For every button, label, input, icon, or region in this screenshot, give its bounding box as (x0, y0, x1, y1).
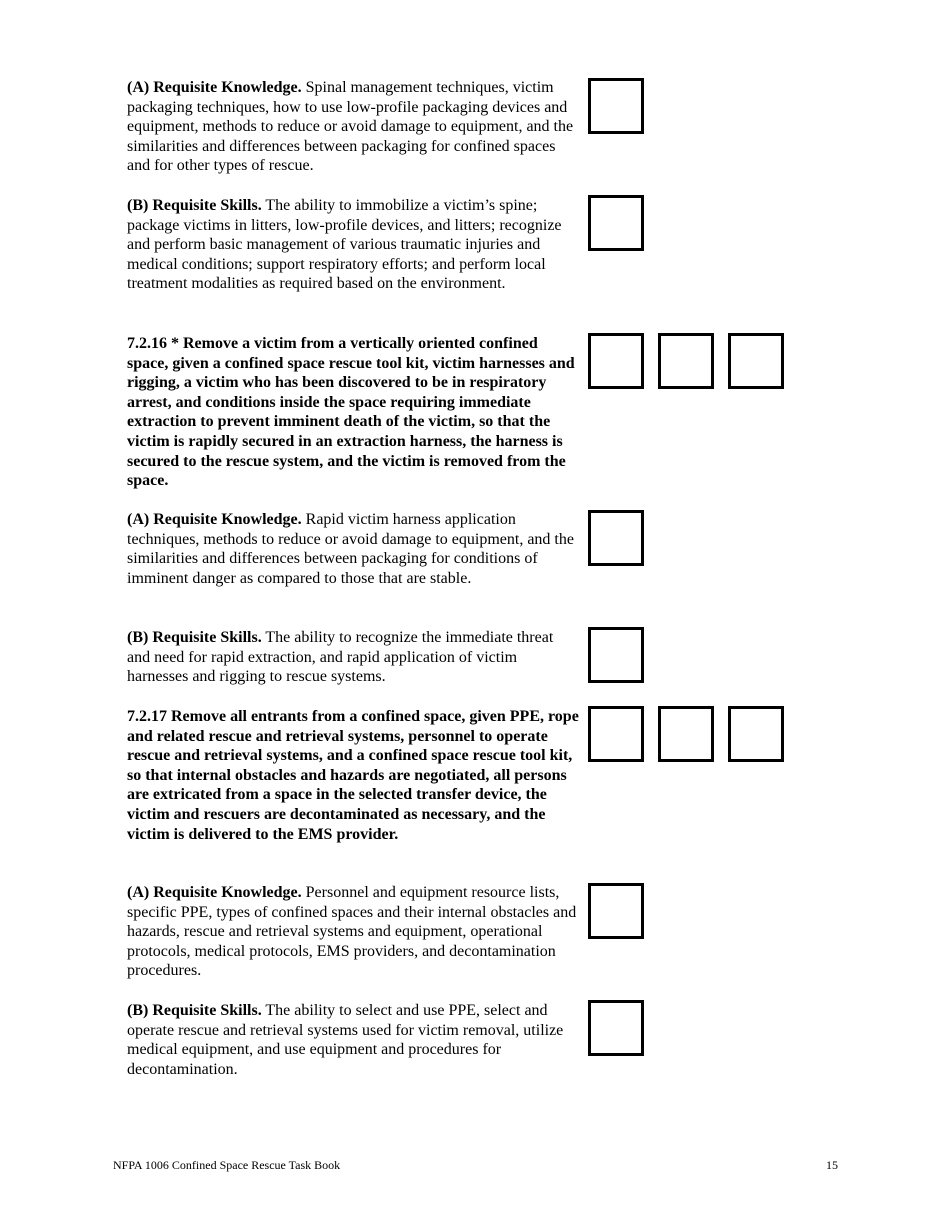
signoff-checkbox-1[interactable] (588, 333, 644, 389)
requisite-knowledge-paragraph (127, 78, 579, 176)
paragraph-text: Personnel and equipment resource lists, specific PPE, types of confined spaces and their internal obstacles and hazards, rescue and retrieval systems and equipment, operational protocols, medical protocols, EMS providers, and decontamination procedures. (127, 884, 577, 980)
paragraph-text: The ability to recognize the immediate threat and need for rapid extraction, and rapid application of victim harnesses and rigging to rescue systems. (127, 629, 554, 686)
requisite-skills-paragraph (127, 628, 579, 687)
paragraph-text: Spinal management techniques, victim packaging techniques, how to use low-profile packaging devices and equipment, methods to reduce or avoid damage to equipment, and the similarities and differences between packaging for confined spaces and for other types of rescue. (127, 79, 574, 175)
jpr-7-2-16-statement (127, 334, 579, 491)
signoff-checkbox[interactable] (588, 195, 644, 251)
footer-title: NFPA 1006 Confined Space Rescue Task Book (113, 1158, 341, 1172)
signoff-checkbox-2[interactable] (658, 706, 714, 762)
signoff-checkbox[interactable] (588, 627, 644, 683)
signoff-checkbox-3[interactable] (728, 333, 784, 389)
requisite-knowledge-paragraph (127, 510, 579, 588)
signoff-boxes (588, 1000, 644, 1056)
signoff-boxes (588, 883, 644, 939)
requisite-skills-paragraph (127, 196, 579, 294)
signoff-boxes (588, 627, 644, 683)
paragraph-lead: (A) Requisite Knowledge. (127, 79, 302, 96)
jpr-7-2-17-statement (127, 707, 579, 844)
signoff-boxes (588, 333, 784, 389)
signoff-checkbox-2[interactable] (658, 333, 714, 389)
paragraph-text: The ability to select and use PPE, select and operate rescue and retrieval systems used for victim removal, utilize medical equipment, and use equipment and procedures for decontamination. (127, 1002, 564, 1078)
signoff-checkbox-3[interactable] (728, 706, 784, 762)
paragraph-text: 7.2.17 Remove all entrants from a confined space, given PPE, rope and related rescue and retrieval systems, personnel to operate rescue and retrieval systems, and a confined space rescue tool kit, so that internal obstacles and hazards are negotiated, all persons are extricated from a space in the selected transfer device, the victim and rescuers are decontaminated as necessary, and the victim is delivered to the EMS provider. (127, 708, 579, 843)
signoff-checkbox[interactable] (588, 78, 644, 134)
signoff-checkbox[interactable] (588, 883, 644, 939)
paragraph-text: 7.2.16 * Remove a victim from a vertically oriented confined space, given a confined space rescue tool kit, victim harnesses and rigging, a victim who has been discovered to be in respiratory arrest, and conditions inside the space requiring immediate extraction to prevent imminent death of the victim, so that the victim is rapidly secured in an extraction harness, the harness is secured to the rescue system, and the victim is removed from the space. (127, 335, 575, 490)
signoff-boxes (588, 78, 644, 134)
signoff-checkbox-1[interactable] (588, 706, 644, 762)
signoff-boxes (588, 510, 644, 566)
paragraph-lead: (A) Requisite Knowledge. (127, 511, 302, 528)
paragraph-text: Rapid victim harness application techniques, methods to reduce or avoid damage to equipment, and the similarities and differences between packaging for conditions of imminent danger as compared to those that are stable. (127, 511, 574, 587)
requisite-skills-paragraph (127, 1001, 579, 1079)
requisite-knowledge-paragraph (127, 883, 579, 981)
page-number: 15 (826, 1158, 838, 1172)
signoff-checkbox[interactable] (588, 510, 644, 566)
paragraph-lead: (A) Requisite Knowledge. (127, 884, 302, 901)
signoff-checkbox[interactable] (588, 1000, 644, 1056)
paragraph-text: The ability to immobilize a victim’s spine; package victims in litters, low-profile devices, and litters; recognize and perform basic management of various traumatic injuries and medical conditions; support respiratory efforts; and perform local treatment modalities as required based on the environment. (127, 197, 562, 293)
signoff-boxes (588, 195, 644, 251)
paragraph-lead: (B) Requisite Skills. (127, 629, 262, 646)
paragraph-lead: (B) Requisite Skills. (127, 1002, 262, 1019)
signoff-boxes (588, 706, 784, 762)
paragraph-lead: (B) Requisite Skills. (127, 197, 262, 214)
